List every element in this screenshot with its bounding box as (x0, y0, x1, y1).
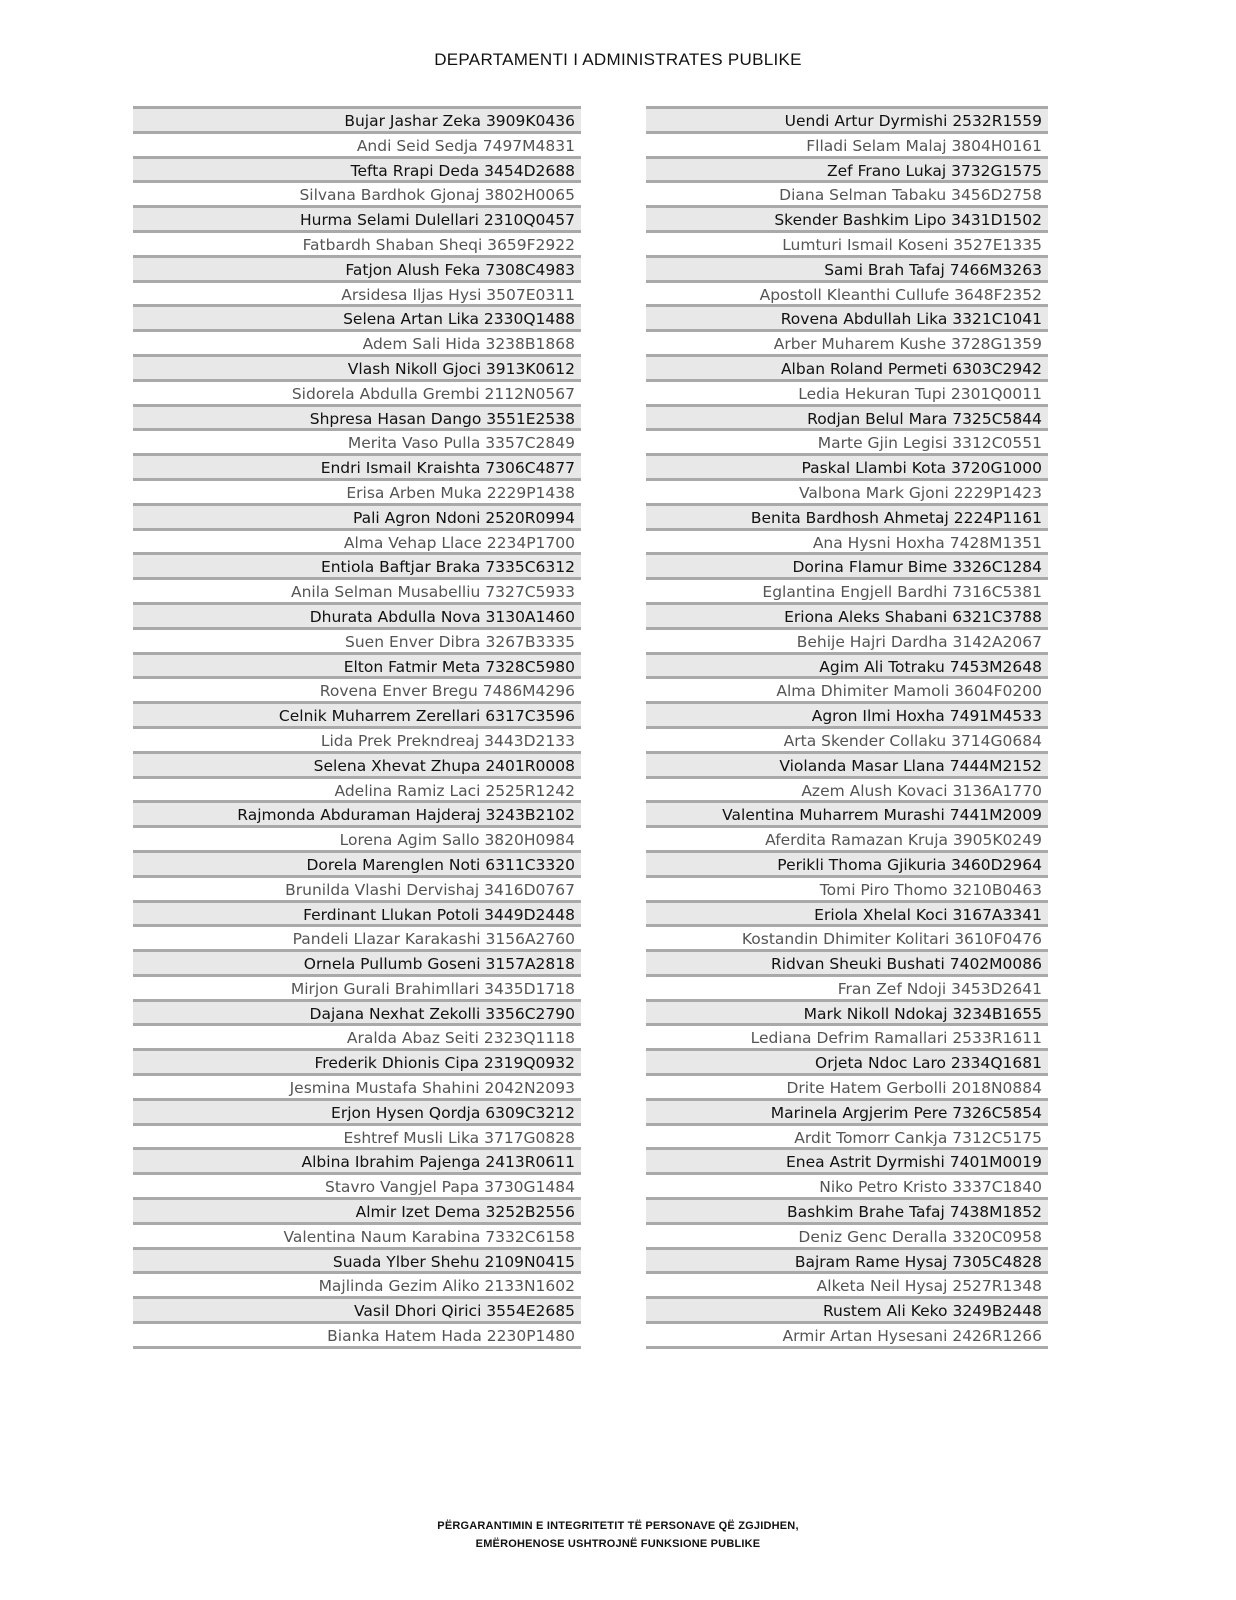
name-row: Pali Agron Ndoni 2520R0994 (133, 503, 581, 528)
name-row: Enea Astrit Dyrmishi 7401M0019 (646, 1147, 1048, 1172)
left-name-column (133, 106, 581, 1349)
name-row: Suada Ylber Shehu 2109N0415 (133, 1247, 581, 1272)
name-row: Adelina Ramiz Laci 2525R1242 (133, 776, 581, 801)
name-row: Flladi Selam Malaj 3804H0161 (646, 131, 1048, 156)
name-row: Entiola Baftjar Braka 7335C6312 (133, 552, 581, 577)
name-row: Arta Skender Collaku 3714G0684 (646, 726, 1048, 751)
name-row: Bianka Hatem Hada 2230P1480 (133, 1321, 581, 1346)
name-row: Zef Frano Lukaj 3732G1575 (646, 156, 1048, 181)
name-row: Valbona Mark Gjoni 2229P1423 (646, 478, 1048, 503)
name-row: Kostandin Dhimiter Kolitari 3610F0476 (646, 924, 1048, 949)
name-row: Dorela Marenglen Noti 6311C3320 (133, 850, 581, 875)
name-row: Behije Hajri Dardha 3142A2067 (646, 627, 1048, 652)
name-row: Selena Xhevat Zhupa 2401R0008 (133, 751, 581, 776)
name-row: Erisa Arben Muka 2229P1438 (133, 478, 581, 503)
name-row: Aferdita Ramazan Kruja 3905K0249 (646, 825, 1048, 850)
name-row: Tomi Piro Thomo 3210B0463 (646, 875, 1048, 900)
name-row: Arber Muharem Kushe 3728G1359 (646, 329, 1048, 354)
name-row: Fran Zef Ndoji 3453D2641 (646, 974, 1048, 999)
name-row: Valentina Muharrem Murashi 7441M2009 (646, 800, 1048, 825)
name-row: Alma Vehap Llace 2234P1700 (133, 528, 581, 553)
right-name-column (646, 106, 1048, 1349)
column-end-rule (646, 1346, 1048, 1349)
name-row: Lumturi Ismail Koseni 3527E1335 (646, 230, 1048, 255)
name-row: Silvana Bardhok Gjonaj 3802H0065 (133, 180, 581, 205)
name-row: Merita Vaso Pulla 3357C2849 (133, 428, 581, 453)
name-row: Alketa Neil Hysaj 2527R1348 (646, 1271, 1048, 1296)
name-row: Apostoll Kleanthi Cullufe 3648F2352 (646, 280, 1048, 305)
name-row: Eriola Xhelal Koci 3167A3341 (646, 900, 1048, 925)
page-footer (0, 1517, 1236, 1553)
name-row: Elton Fatmir Meta 7328C5980 (133, 652, 581, 677)
name-row: Ardit Tomorr Cankja 7312C5175 (646, 1123, 1048, 1148)
name-row: Suen Enver Dibra 3267B3335 (133, 627, 581, 652)
name-row: Albina Ibrahim Pajenga 2413R0611 (133, 1147, 581, 1172)
name-row: Mirjon Gurali Brahimllari 3435D1718 (133, 974, 581, 999)
name-row: Ana Hysni Hoxha 7428M1351 (646, 528, 1048, 553)
name-row: Perikli Thoma Gjikuria 3460D2964 (646, 850, 1048, 875)
name-row: Selena Artan Lika 2330Q1488 (133, 304, 581, 329)
name-row: Lorena Agim Sallo 3820H0984 (133, 825, 581, 850)
name-row: Bujar Jashar Zeka 3909K0436 (133, 106, 581, 131)
name-row: Paskal Llambi Kota 3720G1000 (646, 453, 1048, 478)
name-row: Diana Selman Tabaku 3456D2758 (646, 180, 1048, 205)
name-row: Alban Roland Permeti 6303C2942 (646, 354, 1048, 379)
name-row: Vlash Nikoll Gjoci 3913K0612 (133, 354, 581, 379)
name-row: Rovena Enver Bregu 7486M4296 (133, 676, 581, 701)
footer-line-1: PËRGARANTIMIN E INTEGRITETIT TË PERSONAVE QË ZGJIDHEN, (437, 1520, 799, 1532)
name-row: Ledia Hekuran Tupi 2301Q0011 (646, 379, 1048, 404)
name-row: Shpresa Hasan Dango 3551E2538 (133, 404, 581, 429)
name-row: Azem Alush Kovaci 3136A1770 (646, 776, 1048, 801)
name-row: Rustem Ali Keko 3249B2448 (646, 1296, 1048, 1321)
name-row: Alma Dhimiter Mamoli 3604F0200 (646, 676, 1048, 701)
name-row: Celnik Muharrem Zerellari 6317C3596 (133, 701, 581, 726)
name-row: Adem Sali Hida 3238B1868 (133, 329, 581, 354)
name-row: Jesmina Mustafa Shahini 2042N2093 (133, 1073, 581, 1098)
name-row: Agron Ilmi Hoxha 7491M4533 (646, 701, 1048, 726)
name-row: Dorina Flamur Bime 3326C1284 (646, 552, 1048, 577)
name-row: Vasil Dhori Qirici 3554E2685 (133, 1296, 581, 1321)
name-row: Almir Izet Dema 3252B2556 (133, 1197, 581, 1222)
name-row: Rodjan Belul Mara 7325C5844 (646, 404, 1048, 429)
name-row: Armir Artan Hysesani 2426R1266 (646, 1321, 1048, 1346)
name-row: Drite Hatem Gerbolli 2018N0884 (646, 1073, 1048, 1098)
name-row: Violanda Masar Llana 7444M2152 (646, 751, 1048, 776)
name-row: Majlinda Gezim Aliko 2133N1602 (133, 1271, 581, 1296)
name-row: Rajmonda Abduraman Hajderaj 3243B2102 (133, 800, 581, 825)
footer-line-2: EMËROHENOSE USHTROJNË FUNKSIONE PUBLIKE (475, 1538, 761, 1550)
name-row: Dajana Nexhat Zekolli 3356C2790 (133, 999, 581, 1024)
name-row: Brunilda Vlashi Dervishaj 3416D0767 (133, 875, 581, 900)
name-row: Uendi Artur Dyrmishi 2532R1559 (646, 106, 1048, 131)
column-end-rule (133, 1346, 581, 1349)
page-title: DEPARTAMENTI I ADMINISTRATES PUBLIKE (434, 50, 802, 69)
name-row: Endri Ismail Kraishta 7306C4877 (133, 453, 581, 478)
name-row: Arsidesa Iljas Hysi 3507E0311 (133, 280, 581, 305)
name-row: Valentina Naum Karabina 7332C6158 (133, 1222, 581, 1247)
name-row: Anila Selman Musabelliu 7327C5933 (133, 577, 581, 602)
name-row: Benita Bardhosh Ahmetaj 2224P1161 (646, 503, 1048, 528)
name-row: Aralda Abaz Seiti 2323Q1118 (133, 1023, 581, 1048)
name-row: Sidorela Abdulla Grembi 2112N0567 (133, 379, 581, 404)
name-row: Orjeta Ndoc Laro 2334Q1681 (646, 1048, 1048, 1073)
name-row: Pandeli Llazar Karakashi 3156A2760 (133, 924, 581, 949)
name-row: Tefta Rrapi Deda 3454D2688 (133, 156, 581, 181)
name-row: Ferdinant Llukan Potoli 3449D2448 (133, 900, 581, 925)
name-row: Marte Gjin Legisi 3312C0551 (646, 428, 1048, 453)
name-row: Fatjon Alush Feka 7308C4983 (133, 255, 581, 280)
name-row: Lida Prek Prekndreaj 3443D2133 (133, 726, 581, 751)
name-row: Agim Ali Totraku 7453M2648 (646, 652, 1048, 677)
name-row: Marinela Argjerim Pere 7326C5854 (646, 1098, 1048, 1123)
name-row: Rovena Abdullah Lika 3321C1041 (646, 304, 1048, 329)
name-row: Niko Petro Kristo 3337C1840 (646, 1172, 1048, 1197)
name-row: Mark Nikoll Ndokaj 3234B1655 (646, 999, 1048, 1024)
name-row: Bajram Rame Hysaj 7305C4828 (646, 1247, 1048, 1272)
name-row: Eglantina Engjell Bardhi 7316C5381 (646, 577, 1048, 602)
name-row: Hurma Selami Dulellari 2310Q0457 (133, 205, 581, 230)
name-row: Andi Seid Sedja 7497M4831 (133, 131, 581, 156)
name-row: Ornela Pullumb Goseni 3157A2818 (133, 949, 581, 974)
name-row: Lediana Defrim Ramallari 2533R1611 (646, 1023, 1048, 1048)
name-row: Dhurata Abdulla Nova 3130A1460 (133, 602, 581, 627)
name-row: Sami Brah Tafaj 7466M3263 (646, 255, 1048, 280)
name-row: Fatbardh Shaban Sheqi 3659F2922 (133, 230, 581, 255)
name-row: Erjon Hysen Qordja 6309C3212 (133, 1098, 581, 1123)
name-row: Frederik Dhionis Cipa 2319Q0932 (133, 1048, 581, 1073)
name-row: Eshtref Musli Lika 3717G0828 (133, 1123, 581, 1148)
name-row: Deniz Genc Deralla 3320C0958 (646, 1222, 1048, 1247)
name-row: Skender Bashkim Lipo 3431D1502 (646, 205, 1048, 230)
name-row: Ridvan Sheuki Bushati 7402M0086 (646, 949, 1048, 974)
name-row: Bashkim Brahe Tafaj 7438M1852 (646, 1197, 1048, 1222)
name-row: Stavro Vangjel Papa 3730G1484 (133, 1172, 581, 1197)
name-row: Eriona Aleks Shabani 6321C3788 (646, 602, 1048, 627)
